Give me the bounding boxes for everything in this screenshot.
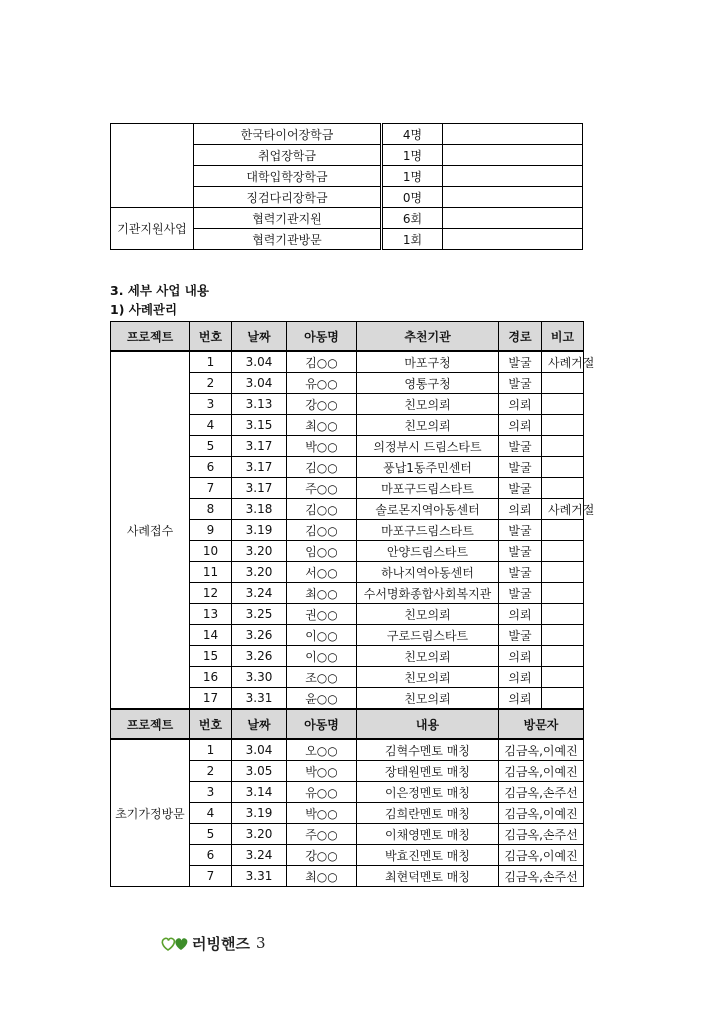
row-route: 발굴 xyxy=(499,520,542,541)
program-count: 1회 xyxy=(382,229,443,250)
row-date: 3.20 xyxy=(232,562,287,583)
row-remarks xyxy=(542,457,584,478)
row-child-name: 주○○ xyxy=(287,824,357,845)
row-date: 3.04 xyxy=(232,351,287,373)
row-date: 3.19 xyxy=(232,803,287,824)
group-label: 사례접수 xyxy=(111,351,190,709)
row-child-name: 최○○ xyxy=(287,583,357,604)
row-number: 6 xyxy=(190,457,232,478)
program-note xyxy=(443,229,583,250)
row-visitor: 김금옥,이예진 xyxy=(499,803,584,824)
header-number: 번호 xyxy=(190,709,232,739)
row-content: 최현덕멘토 매칭 xyxy=(357,866,499,887)
row-date: 3.24 xyxy=(232,583,287,604)
program-name: 한국타이어장학금 xyxy=(194,124,382,145)
row-child-name: 김○○ xyxy=(287,520,357,541)
row-content: 이은정멘토 매칭 xyxy=(357,782,499,803)
program-note xyxy=(443,145,583,166)
row-referral-agency: 솔로몬지역아동센터 xyxy=(357,499,499,520)
row-child-name: 김○○ xyxy=(287,457,357,478)
row-remarks xyxy=(542,625,584,646)
row-date: 3.19 xyxy=(232,520,287,541)
row-route: 의뢰 xyxy=(499,604,542,625)
row-number: 15 xyxy=(190,646,232,667)
program-count: 4명 xyxy=(382,124,443,145)
row-remarks xyxy=(542,604,584,625)
row-child-name: 윤○○ xyxy=(287,688,357,710)
row-child-name: 김○○ xyxy=(287,499,357,520)
row-number: 10 xyxy=(190,541,232,562)
table-row xyxy=(111,351,584,373)
row-date: 3.26 xyxy=(232,625,287,646)
row-number: 17 xyxy=(190,688,232,710)
case-rows xyxy=(111,351,595,709)
row-child-name: 조○○ xyxy=(287,667,357,688)
row-number: 4 xyxy=(190,415,232,436)
row-route: 발굴 xyxy=(499,457,542,478)
row-child-name: 이○○ xyxy=(287,646,357,667)
row-date: 3.30 xyxy=(232,667,287,688)
table-row xyxy=(111,739,584,761)
row-route: 발굴 xyxy=(499,373,542,394)
row-date: 3.04 xyxy=(232,373,287,394)
row-remarks xyxy=(542,562,584,583)
row-child-name: 유○○ xyxy=(287,373,357,394)
row-date: 3.20 xyxy=(232,824,287,845)
row-date: 3.26 xyxy=(232,646,287,667)
row-route: 발굴 xyxy=(499,478,542,499)
row-child-name: 최○○ xyxy=(287,866,357,887)
header-date: 날짜 xyxy=(232,709,287,739)
row-date: 3.17 xyxy=(232,457,287,478)
logo-filled-heart xyxy=(175,938,187,950)
row-referral-agency: 친모의뢰 xyxy=(357,415,499,436)
row-child-name: 강○○ xyxy=(287,394,357,415)
visit-rows xyxy=(111,739,584,887)
header-child-name: 아동명 xyxy=(287,709,357,739)
row-referral-agency: 안양드림스타트 xyxy=(357,541,499,562)
row-visitor: 김금옥,손주선 xyxy=(499,824,584,845)
row-date: 3.18 xyxy=(232,499,287,520)
row-date: 3.20 xyxy=(232,541,287,562)
program-name: 협력기관방문 xyxy=(194,229,382,250)
header-project: 프로젝트 xyxy=(111,322,190,352)
row-number: 11 xyxy=(190,562,232,583)
program-count: 0명 xyxy=(382,187,443,208)
row-remarks xyxy=(542,520,584,541)
row-child-name: 박○○ xyxy=(287,761,357,782)
row-number: 2 xyxy=(190,761,232,782)
row-date: 3.14 xyxy=(232,782,287,803)
category-cell-blank xyxy=(111,124,194,208)
row-child-name: 주○○ xyxy=(287,478,357,499)
sub-title: 1) 사례관리 xyxy=(110,302,178,317)
row-referral-agency: 하나지역아동센터 xyxy=(357,562,499,583)
row-date: 3.15 xyxy=(232,415,287,436)
row-referral-agency: 수서명화종합사회복지관 xyxy=(357,583,499,604)
row-child-name: 박○○ xyxy=(287,803,357,824)
row-remarks xyxy=(542,415,584,436)
header-route: 경로 xyxy=(499,322,542,352)
row-child-name: 권○○ xyxy=(287,604,357,625)
row-route: 발굴 xyxy=(499,541,542,562)
row-remarks: 사례거절 xyxy=(542,351,584,373)
category-cell: 기관지원사업 xyxy=(111,208,194,250)
row-route: 발굴 xyxy=(499,625,542,646)
row-referral-agency: 친모의뢰 xyxy=(357,604,499,625)
row-referral-agency: 친모의뢰 xyxy=(357,394,499,415)
group-label: 초기가정방문 xyxy=(111,739,190,887)
page-footer xyxy=(160,932,266,954)
row-route: 발굴 xyxy=(499,436,542,457)
visit-header-row xyxy=(111,709,584,739)
row-referral-agency: 마포구청 xyxy=(357,351,499,373)
page-number: 3 xyxy=(255,934,266,952)
program-count: 6회 xyxy=(382,208,443,229)
row-referral-agency: 친모의뢰 xyxy=(357,646,499,667)
row-date: 3.31 xyxy=(232,688,287,710)
row-date: 3.13 xyxy=(232,394,287,415)
row-number: 1 xyxy=(190,739,232,761)
program-name: 취업장학금 xyxy=(194,145,382,166)
header-referral-agency: 추천기관 xyxy=(357,322,499,352)
row-remarks xyxy=(542,394,584,415)
row-route: 의뢰 xyxy=(499,667,542,688)
row-route: 의뢰 xyxy=(499,394,542,415)
row-number: 3 xyxy=(190,394,232,415)
row-referral-agency: 친모의뢰 xyxy=(357,667,499,688)
brand-name: 러빙핸즈 xyxy=(192,934,250,953)
row-remarks xyxy=(542,646,584,667)
header-number: 번호 xyxy=(190,322,232,352)
row-referral-agency: 의정부시 드림스타트 xyxy=(357,436,499,457)
row-number: 2 xyxy=(190,373,232,394)
row-referral-agency: 마포구드림스타트 xyxy=(357,478,499,499)
row-number: 7 xyxy=(190,478,232,499)
row-date: 3.31 xyxy=(232,866,287,887)
row-referral-agency: 풍납1동주민센터 xyxy=(357,457,499,478)
row-route: 의뢰 xyxy=(499,499,542,520)
program-note xyxy=(443,166,583,187)
row-route: 발굴 xyxy=(499,351,542,373)
scholarship-table xyxy=(110,123,583,250)
row-child-name: 박○○ xyxy=(287,436,357,457)
row-child-name: 유○○ xyxy=(287,782,357,803)
program-note xyxy=(443,208,583,229)
header-date: 날짜 xyxy=(232,322,287,352)
row-visitor: 김금옥,이예진 xyxy=(499,739,584,761)
program-note xyxy=(443,187,583,208)
row-child-name: 서○○ xyxy=(287,562,357,583)
row-date: 3.25 xyxy=(232,604,287,625)
row-date: 3.04 xyxy=(232,739,287,761)
row-remarks xyxy=(542,541,584,562)
row-remarks xyxy=(542,436,584,457)
row-child-name: 이○○ xyxy=(287,625,357,646)
table-row xyxy=(111,208,583,229)
program-name: 협력기관지원 xyxy=(194,208,382,229)
program-count: 1명 xyxy=(382,145,443,166)
row-number: 9 xyxy=(190,520,232,541)
loving-hands-logo-icon xyxy=(160,933,190,953)
row-number: 5 xyxy=(190,436,232,457)
row-content: 김혁수멘토 매칭 xyxy=(357,739,499,761)
row-route: 발굴 xyxy=(499,562,542,583)
row-route: 의뢰 xyxy=(499,688,542,710)
row-child-name: 최○○ xyxy=(287,415,357,436)
row-remarks xyxy=(542,688,584,710)
row-content: 이채영멘토 매칭 xyxy=(357,824,499,845)
table-row xyxy=(111,124,583,145)
row-route: 발굴 xyxy=(499,583,542,604)
header-visitor: 방문자 xyxy=(499,709,584,739)
row-date: 3.17 xyxy=(232,436,287,457)
header-child-name: 아동명 xyxy=(287,322,357,352)
row-number: 12 xyxy=(190,583,232,604)
row-visitor: 김금옥,손주선 xyxy=(499,782,584,803)
row-route: 의뢰 xyxy=(499,415,542,436)
row-referral-agency: 구로드림스타트 xyxy=(357,625,499,646)
row-route: 의뢰 xyxy=(499,646,542,667)
row-number: 4 xyxy=(190,803,232,824)
row-visitor: 김금옥,이예진 xyxy=(499,761,584,782)
case-header-row xyxy=(111,322,584,352)
row-number: 3 xyxy=(190,782,232,803)
row-child-name: 오○○ xyxy=(287,739,357,761)
row-number: 8 xyxy=(190,499,232,520)
row-referral-agency: 친모의뢰 xyxy=(357,688,499,710)
row-visitor: 김금옥,이예진 xyxy=(499,845,584,866)
row-content: 김희란멘토 매칭 xyxy=(357,803,499,824)
row-date: 3.17 xyxy=(232,478,287,499)
header-content: 내용 xyxy=(357,709,499,739)
row-referral-agency: 마포구드림스타트 xyxy=(357,520,499,541)
program-name: 대학입학장학금 xyxy=(194,166,382,187)
row-visitor: 김금옥,손주선 xyxy=(499,866,584,887)
row-date: 3.24 xyxy=(232,845,287,866)
case-management-table xyxy=(110,321,595,887)
row-content: 장태원멘토 매칭 xyxy=(357,761,499,782)
row-date: 3.05 xyxy=(232,761,287,782)
program-note xyxy=(443,124,583,145)
row-remarks xyxy=(542,667,584,688)
header-project: 프로젝트 xyxy=(111,709,190,739)
row-child-name: 김○○ xyxy=(287,351,357,373)
row-referral-agency: 영통구청 xyxy=(357,373,499,394)
row-number: 5 xyxy=(190,824,232,845)
row-number: 6 xyxy=(190,845,232,866)
program-count: 1명 xyxy=(382,166,443,187)
row-number: 13 xyxy=(190,604,232,625)
row-remarks xyxy=(542,583,584,604)
section-title: 3. 세부 사업 내용 xyxy=(110,283,209,298)
row-remarks xyxy=(542,373,584,394)
row-remarks: 사례거절 xyxy=(542,499,584,520)
row-number: 14 xyxy=(190,625,232,646)
logo-outline-heart xyxy=(162,938,174,950)
row-number: 16 xyxy=(190,667,232,688)
row-child-name: 임○○ xyxy=(287,541,357,562)
row-number: 1 xyxy=(190,351,232,373)
row-content: 박효진멘토 매칭 xyxy=(357,845,499,866)
row-remarks xyxy=(542,478,584,499)
header-remarks: 비고 xyxy=(542,322,584,352)
row-child-name: 강○○ xyxy=(287,845,357,866)
row-number: 7 xyxy=(190,866,232,887)
program-name: 징검다리장학금 xyxy=(194,187,382,208)
